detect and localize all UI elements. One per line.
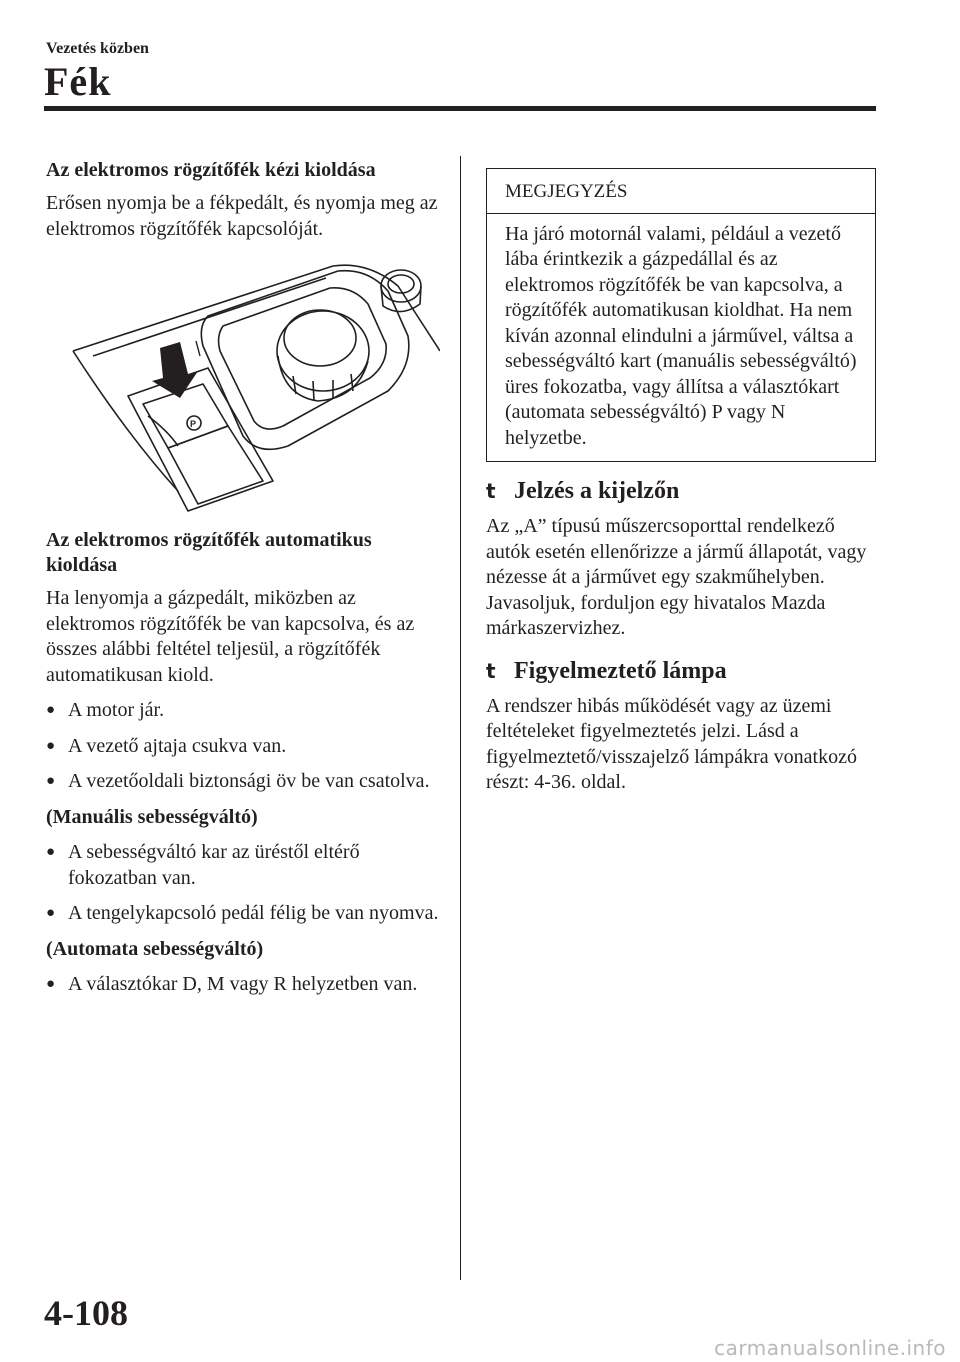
note-title: MEGJEGYZÉS xyxy=(487,169,875,214)
list-item: ● A sebességváltó kar az üréstől eltérő fokozatban van. xyxy=(46,840,446,891)
section-label: Vezetés közben xyxy=(46,40,149,57)
list-item: ● A tengelykapcsoló pedál félig be van nyomva. xyxy=(46,901,446,927)
bullet-icon: ● xyxy=(46,844,56,860)
list-item: ● A motor jár. xyxy=(46,698,446,724)
bullet-icon: ● xyxy=(46,773,56,789)
note-box xyxy=(486,168,876,462)
list-item: ● A vezető ajtaja csukva van. xyxy=(46,734,446,760)
warning-text: A rendszer hibás működését vagy az üzemi feltételeket figyelmeztetés jelzi. Lásd a figyelmeztető/visszajelző lámpákra vonatkozó részt: 4-36. oldal. xyxy=(486,694,857,793)
page-number: 4-108 xyxy=(44,1293,128,1333)
display-text: Az „A” típusú műszercsoporttal rendelkező autók esetén ellenőrizze a jármű állapotát, vagy nézesse át a járművet egy szakműhelyben. Javasoljuk, forduljon egy hivatalos Mazda márkaszervizhez. xyxy=(486,515,867,639)
manual-transmission-heading: (Manuális sebességváltó) xyxy=(46,805,258,828)
bullet-icon: ● xyxy=(46,976,56,992)
title-rule xyxy=(44,106,876,111)
list-item: ● A választókar D, M vagy R helyzetben van. xyxy=(46,972,446,998)
bullet-icon: ● xyxy=(46,702,56,718)
auto-release-heading: Az elektromos rögzítőfék automatikus kioldása xyxy=(46,529,372,576)
switch-p-symbol: P xyxy=(190,419,197,429)
automatic-transmission-heading: (Automata sebességváltó) xyxy=(46,937,264,960)
auto-release-text: Ha lenyomja a gázpedált, miközben az elektromos rögzítőfék be van kapcsolva, és az összes alábbi feltétel teljesül, a rögzítőfék automatikusan kiold. xyxy=(46,587,415,686)
press-arrow-icon xyxy=(152,342,198,398)
warning-heading: t Figyelmeztető lámpa xyxy=(486,657,727,684)
manual-release-heading: Az elektromos rögzítőfék kézi kioldása xyxy=(46,159,376,181)
left-column xyxy=(46,158,446,1008)
watermark: carmanualsonline.info xyxy=(714,1336,946,1360)
column-divider xyxy=(460,156,461,1280)
display-heading: t Jelzés a kijelzőn xyxy=(486,478,680,504)
parking-brake-illustration xyxy=(68,256,440,516)
page-title: Fék xyxy=(44,59,112,104)
note-text: Ha járó motornál valami, például a vezető lába érintkezik a gázpedállal és az elektromos rögzítőfék be van kapcsolva, a rögzítőfék automatikusan kioldhat. Ha nem kíván azonnal elindulni a járművel, váltsa a sebességváltó kart (manuális sebességváltó) üres fokozatba, vagy állítsa a választókart (automata sebességváltó) P vagy N helyzetbe. xyxy=(505,222,857,449)
list-item: ● A vezetőoldali biztonsági öv be van csatolva. xyxy=(46,769,446,795)
section-marker-icon: t xyxy=(486,658,496,683)
manual-release-text: Erősen nyomja be a fékpedált, és nyomja meg az elektromos rögzítőfék kapcsolóját. xyxy=(46,192,438,240)
section-marker-icon: t xyxy=(486,479,496,503)
bullet-icon: ● xyxy=(46,905,56,921)
right-column xyxy=(486,168,876,806)
console-drawing xyxy=(68,256,440,516)
bullet-icon: ● xyxy=(46,737,56,754)
